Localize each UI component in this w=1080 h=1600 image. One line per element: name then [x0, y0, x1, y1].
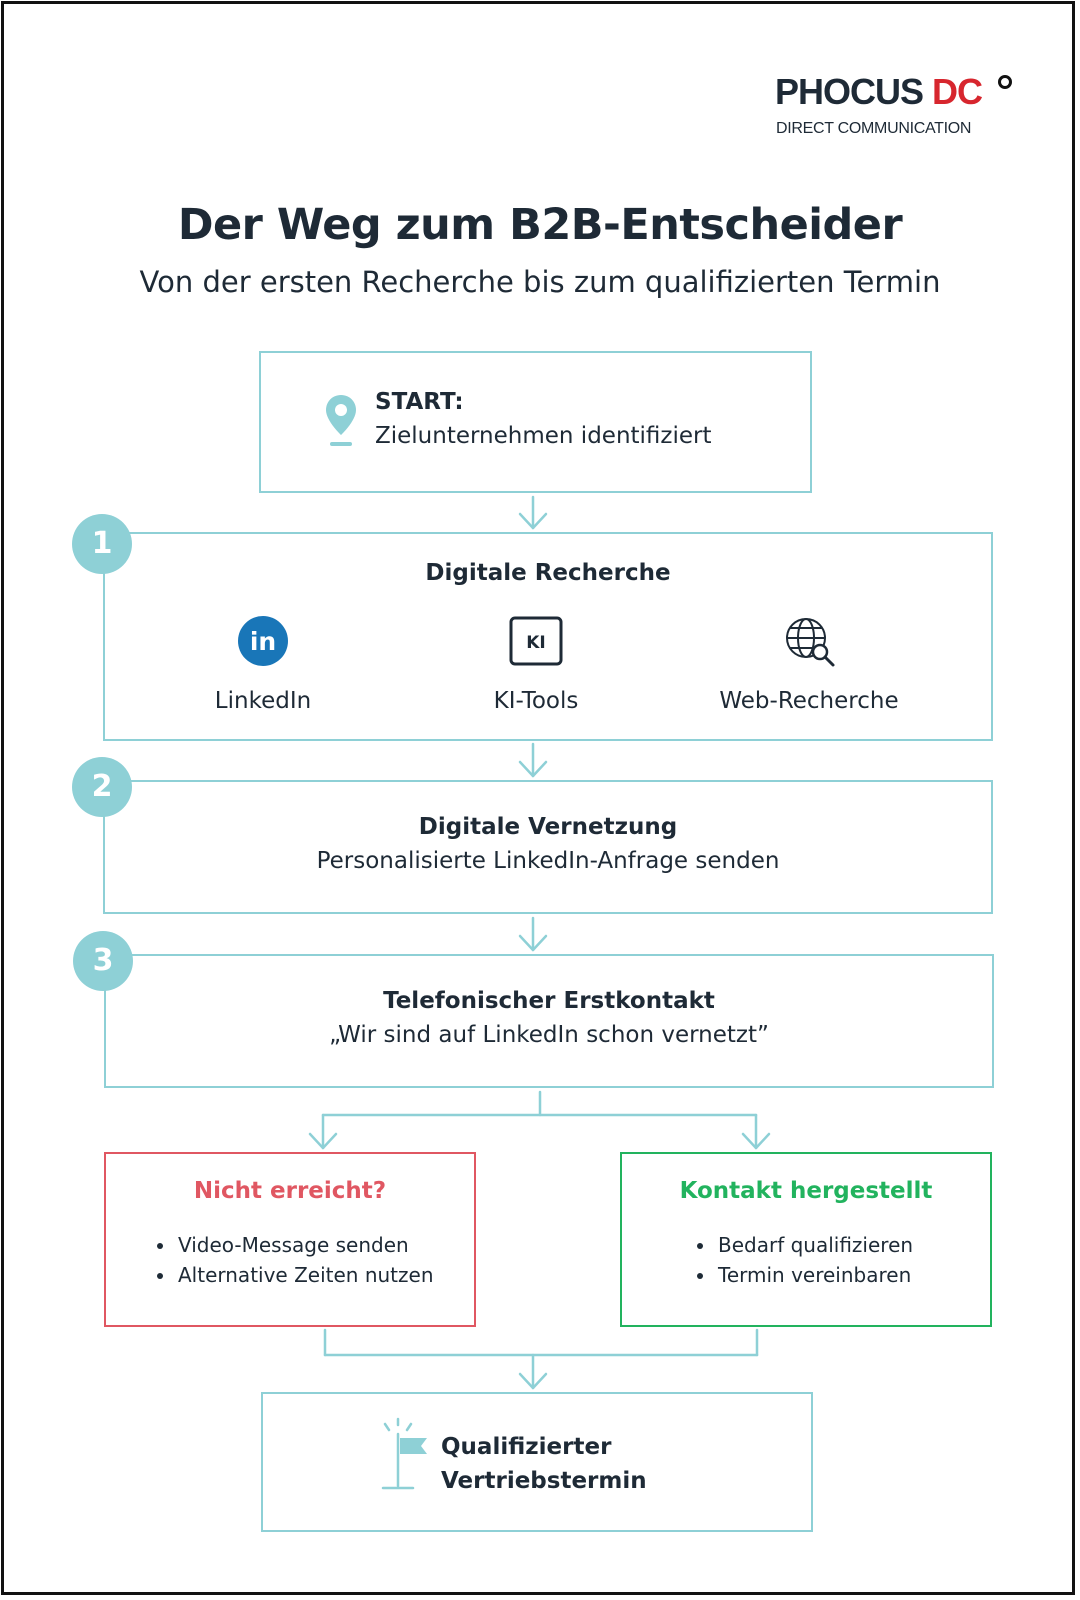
- goal-line-2: Vertriebstermin: [441, 1468, 647, 1494]
- split-connector: [310, 1092, 769, 1148]
- step-2-box: [103, 780, 993, 914]
- page-title: Der Weg zum B2B-Entscheider: [177, 200, 903, 250]
- step-1-title: Digitale Recherche: [425, 560, 671, 586]
- logo-accent-text: DC: [932, 71, 983, 112]
- step-1-badge: 1: [72, 514, 132, 574]
- linkedin-icon: [238, 616, 288, 666]
- tool-linkedin: [138, 616, 388, 726]
- list-item: • Alternative Zeiten nutzen: [176, 1260, 434, 1290]
- tool-web: [684, 616, 934, 726]
- goal-flag-icon: [381, 1416, 435, 1494]
- step-3-text: „Wir sind auf LinkedIn schon vernetzt”: [329, 1022, 769, 1048]
- logo-main-text: PHOCUS: [775, 71, 924, 112]
- step-3-title: Telefonischer Erstkontakt: [383, 988, 715, 1014]
- step-3-box: [104, 954, 994, 1088]
- branch-contact-title: Kontakt hergestellt: [679, 1178, 933, 1204]
- tool-label-linkedin: LinkedIn: [214, 688, 312, 714]
- page-subtitle: Von der ersten Recherche bis zum qualifizierten Termin: [139, 265, 941, 299]
- step-1-box: [103, 532, 993, 741]
- step-2-badge: 2: [72, 757, 132, 817]
- goal-label: [441, 1430, 647, 1498]
- arrow-start-step1: [520, 497, 546, 528]
- merge-connector: [325, 1330, 757, 1388]
- goal-box: [261, 1392, 813, 1532]
- tool-label-ki: KI-Tools: [493, 688, 579, 714]
- step-2-title: Digitale Vernetzung: [418, 814, 678, 840]
- start-text: Zielunternehmen identifiziert: [375, 423, 712, 449]
- start-label: START:: [375, 389, 464, 415]
- goal-line-1: Qualifizierter: [441, 1434, 612, 1460]
- location-pin-icon: [323, 393, 359, 449]
- list-item: • Bedarf qualifizieren: [716, 1230, 913, 1260]
- globe-search-icon: [784, 616, 838, 670]
- step-3-badge: 3: [73, 931, 133, 991]
- arrow-step2-step3: [520, 918, 546, 950]
- list-item: • Video-Message senden: [176, 1230, 434, 1260]
- tool-label-web: Web-Recherche: [719, 688, 899, 714]
- ai-tools-icon: [509, 616, 563, 666]
- ai-tools-icon-text: KI: [526, 633, 546, 653]
- list-item: • Termin vereinbaren: [716, 1260, 913, 1290]
- logo-subtitle: DIRECT COMMUNICATION: [776, 120, 972, 137]
- branch-contact-box: [620, 1152, 992, 1327]
- branch-not-reached-box: [104, 1152, 476, 1327]
- start-box: [259, 351, 812, 493]
- step-2-text: Personalisierte LinkedIn-Anfrage senden: [316, 848, 780, 874]
- branch-not-reached-title: Nicht erreicht?: [193, 1178, 387, 1204]
- tool-ki: [411, 616, 661, 726]
- arrow-step1-step2: [520, 744, 546, 776]
- branch-not-reached-list: [154, 1230, 434, 1290]
- linkedin-icon-text: in: [249, 627, 277, 656]
- branch-contact-list: [694, 1230, 913, 1290]
